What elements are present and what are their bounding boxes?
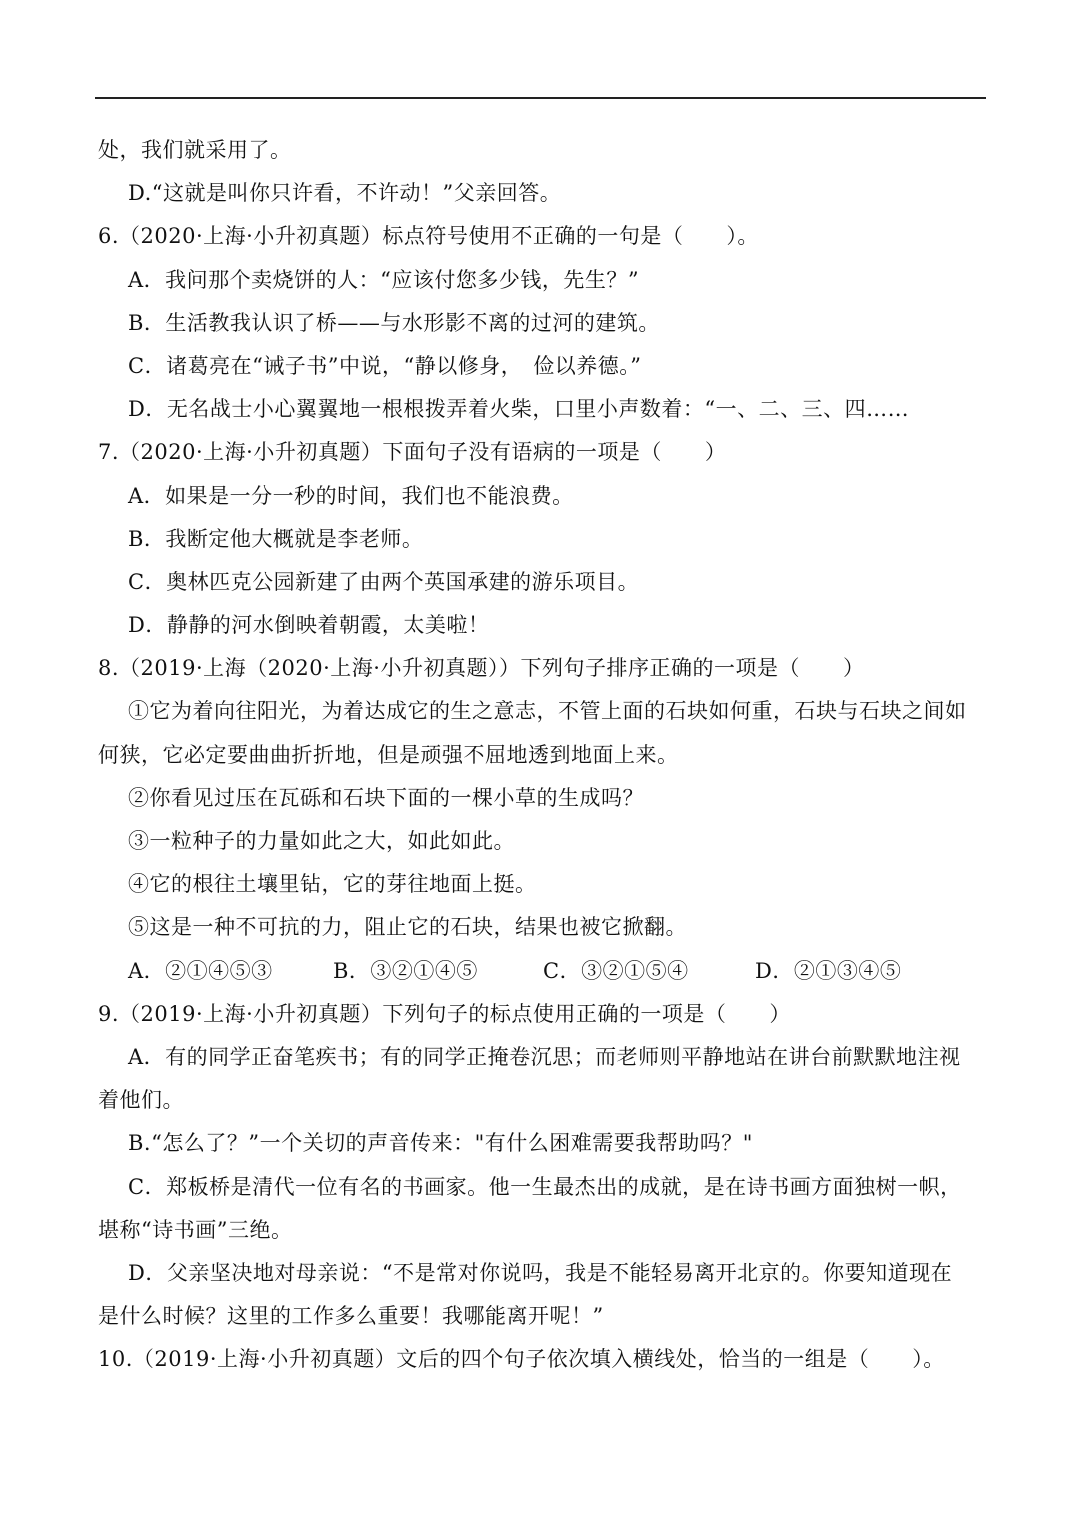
q9-option-c-line-2: 堪称“诗书画”三绝。 <box>98 1217 293 1242</box>
exam-page-content <box>98 129 988 1381</box>
header-rule <box>95 97 986 99</box>
q9-stem: 9.（2019·上海·小升初真题）下列句子的标点使用正确的一项是（ ） <box>98 1001 791 1026</box>
q8-stem: 8.（2019·上海（2020·上海·小升初真题））下列句子排序正确的一项是（ ） <box>98 656 865 681</box>
q9-option-d-line-1: D．父亲坚决地对母亲说：“不是常对你说吗，我是不能轻易离开北京的。你要知道现在 <box>128 1260 953 1285</box>
q7-stem: 7.（2020·上海·小升初真题）下面句子没有语病的一项是（ ） <box>98 440 727 465</box>
q7-option-a: A．如果是一分一秒的时间，我们也不能浪费。 <box>128 483 574 508</box>
q7-option-b: B．我断定他大概就是李老师。 <box>128 526 424 551</box>
q7-option-d: D．静静的河水倒映着朝霞，太美啦！ <box>128 613 490 638</box>
q8-sentence-1-line-1: ①它为着向往阳光，为着达成它的生之意志，不管上面的石块如何重，石块与石块之间如 <box>128 699 967 724</box>
q8-sentence-2: ②你看见过压在瓦砾和石块下面的一棵小草的生成吗？ <box>128 785 644 810</box>
q5-continuation: 处，我们就采用了。 <box>98 138 292 162</box>
q8-option-b: B．③②①④⑤ <box>333 958 478 983</box>
q5-option-d: D.“这就是叫你只许看，不许动！”父亲回答。 <box>128 181 562 206</box>
q6-option-b: B．生活教我认识了桥——与水形影不离的过河的建筑。 <box>128 310 660 335</box>
q6-option-d: D．无名战士小心翼翼地一根根拨弄着火柴，口里小声数着：“一、二、三、四…… <box>128 397 910 422</box>
q9-option-a-line-1: A．有的同学正奋笔疾书；有的同学正掩卷沉思；而老师则平静地站在讲台前默默地注视 <box>128 1044 961 1069</box>
q8-sentence-4: ④它的根往土壤里钻，它的芽往地面上挺。 <box>128 872 537 897</box>
q10-stem: 10.（2019·上海·小升初真题）文后的四个句子依次填入横线处，恰当的一组是（ ）。 <box>98 1347 945 1372</box>
q6-stem: 6.（2020·上海·小升初真题）标点符号使用不正确的一句是（ ）。 <box>98 224 759 249</box>
q8-options-row <box>98 950 988 993</box>
q9-option-d-line-2: 是什么时候？这里的工作多么重要！我哪能离开呢！” <box>98 1304 604 1329</box>
q9-option-b: B.“怎么了？”一个关切的声音传来："有什么困难需要我帮助吗？" <box>128 1131 753 1156</box>
q9-option-a-line-2: 着他们。 <box>98 1088 184 1113</box>
q6-option-a: A．我问那个卖烧饼的人：“应该付您多少钱，先生？” <box>128 267 640 292</box>
q8-sentence-3: ③一粒种子的力量如此之大，如此如此。 <box>128 829 515 853</box>
q8-sentence-5: ⑤这是一种不可抗的力，阻止它的石块，结果也被它掀翻。 <box>128 915 687 940</box>
q8-option-a: A．②①④⑤③ <box>128 958 273 983</box>
q6-option-c: C．诸葛亮在“诫子书”中说，“静以修身， 俭以养德。” <box>128 353 642 378</box>
q9-option-c-line-1: C．郑板桥是清代一位有名的书画家。他一生最杰出的成就，是在诗书画方面独树一帜， <box>128 1174 962 1199</box>
q8-sentence-1-line-2: 何狭，它必定要曲曲折折地，但是顽强不屈地透到地面上来。 <box>98 742 679 767</box>
q7-option-c: C．奥林匹克公园新建了由两个英国承建的游乐项目。 <box>128 569 640 594</box>
q8-option-c: C．③②①⑤④ <box>543 958 689 983</box>
q8-option-d: D．②①③④⑤ <box>755 958 902 983</box>
